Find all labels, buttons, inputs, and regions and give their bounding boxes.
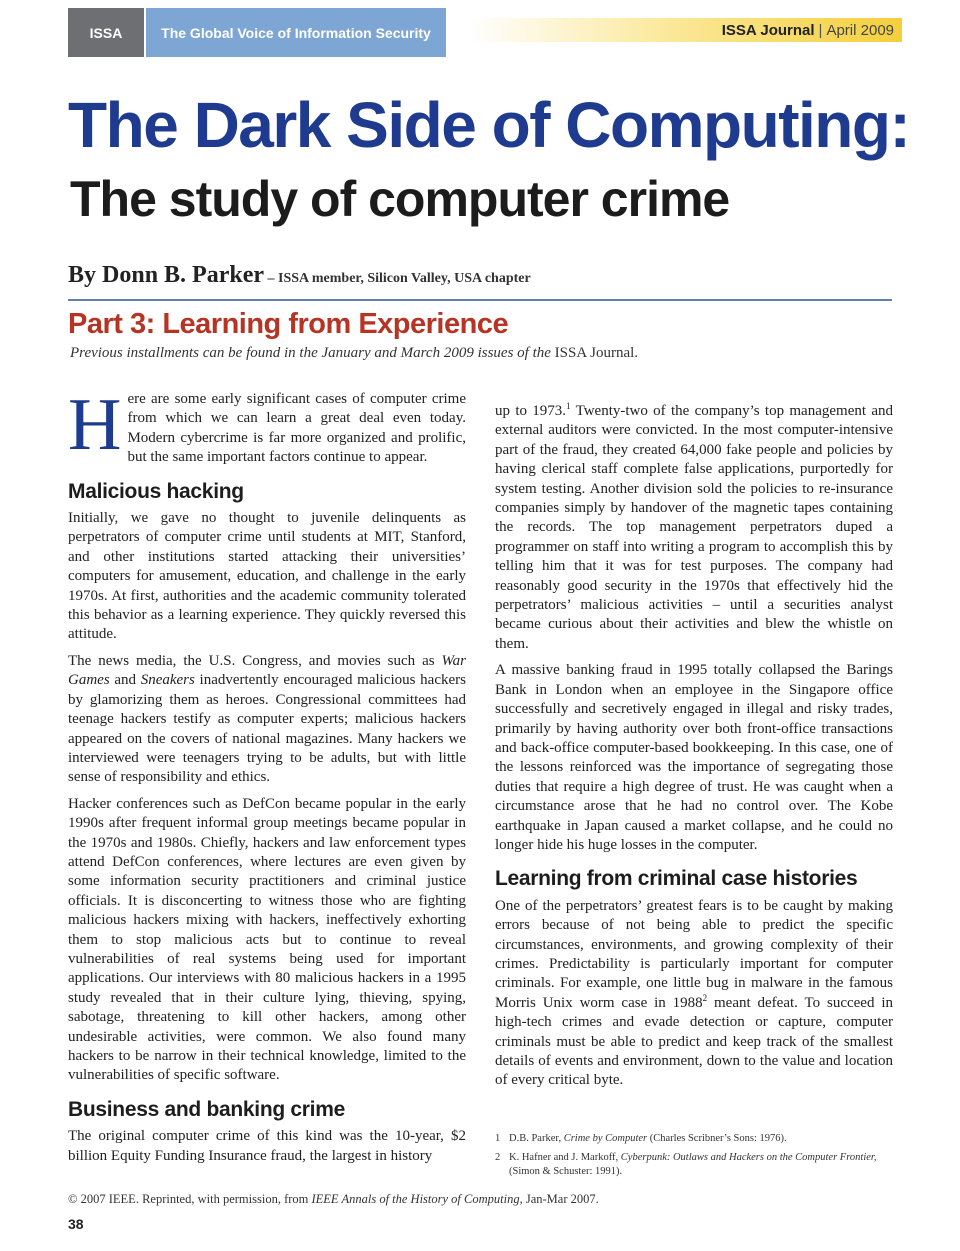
- banking-paragraph-2: A massive banking fraud in 1995 totally collapsed the Barings Bank in London when an employee in the Singapore office successfully and secretively engaged in illegal and risky trades, primarily by having authority over both front-office transactions and back-office computer-based bookkeeping. In this case, one of the lessons reinforced was the importance of segregating those duties that require a high degree of trust. He was caught when a circumstance arose that he had no control over. The Kobe earthquake in Japan caused a market collapse, and he could no longer hide his huge losses in the computer.: [495, 662, 893, 853]
- hacking-paragraph-1: Initially, we gave no thought to juvenile delinquents as perpetrators of computer crime until students at MIT, Stanford, and other institutions started attacking their universities’ computers for amusement, education, and challenge in the early 1970s. At first, authorities and the academic community tolerated this behavior as a learning experience. They quickly reversed this attitude.: [68, 510, 466, 643]
- header-tagline: The Global Voice of Information Security: [146, 8, 446, 57]
- footnote-text: K. Hafner and J. Markoff, Cyberpunk: Outlaws and Hackers on the Computer Frontier, (Simon & Schuster: 1991).: [509, 1152, 877, 1177]
- journal-separator: |: [818, 21, 823, 39]
- heading-business-banking: Business and banking crime: [68, 1097, 345, 1121]
- intro-text: ere are some early significant cases of computer crime from which we can learn a great deal even today. Modern cybercrime is far more organized and prolific, but the same important factors continue to appear.: [127, 391, 466, 466]
- footnotes: [495, 1132, 893, 1184]
- article-title: The Dark Side of Computing:: [68, 89, 910, 161]
- installments-note-text: Previous installments can be found in the January and March 2009 issues of the: [70, 345, 555, 361]
- left-column: [68, 384, 466, 1173]
- author-affiliation: – ISSA member, Silicon Valley, USA chapter: [264, 271, 531, 286]
- heading-criminal-histories: Learning from criminal case histories: [495, 867, 858, 891]
- footnote-ref-2: 2: [702, 992, 708, 1003]
- header-journal-info: [470, 18, 902, 42]
- right-column: [495, 402, 893, 1098]
- byline: [68, 262, 531, 289]
- footnote-2: [495, 1151, 893, 1179]
- intro-paragraph: [68, 384, 466, 468]
- histories-paragraph-1: One of the perpetrators’ greatest fears is to be caught by making errors because of not being able to predict the specific circumstances, environments, and growing complexity of their crimes. Predictability is particularly important for computer criminals. For example, one little bug in malware in the famous Morris Unix worm case in 1988$^2$ meant defeat. To succeed in high-tech crimes and evade detection or capture, computer criminals must be able to predict and keep track of the smallest details of events and environment, down to the value and location of every critical byte.: [495, 897, 893, 1089]
- installments-note-journal: ISSA Journal.: [554, 345, 639, 361]
- movie-sneakers: Sneakers: [140, 672, 195, 689]
- installments-note: [70, 345, 638, 362]
- copyright-notice: © 2007 IEEE. Reprinted, with permission, from IEEE Annals of the History of Computing, Jan-Mar 2007.: [68, 1192, 599, 1206]
- footnote-1: [495, 1132, 893, 1146]
- part-title: Part 3: Learning from Experience: [68, 308, 509, 340]
- hacking-paragraph-3: Hacker conferences such as DefCon became popular in the early 1990s after frequent informal group meetings became popular in the 1970s and 1980s. Chiefly, hackers and law enforcement types attend DefCon conferences, where lectures are even given by some information security practitioners and criminal justice officials. It is disconcerting to witness those who are fighting malicious hackers mixing with hackers, ineffectively exhorting them to stop malicious acts but to continue to reveal vulnerabilities of real systems being used for important applications. Our interviews with 80 malicious hackers in a 1995 study revealed that in their culture lying, thieving, spying, sabotage, threatening to kill other hackers, among other undesirable activities, were common. We also found many hackers to be narrow in their technical knowledge, limited to the vulnerabilities of specific software.: [68, 795, 466, 1084]
- footnote-ref-1: 1: [566, 401, 571, 411]
- heading-malicious-hacking: Malicious hacking: [68, 479, 244, 503]
- header-org: ISSA: [68, 8, 144, 57]
- footnote-number: 1: [495, 1133, 501, 1144]
- author: By Donn B. Parker: [68, 262, 265, 288]
- footnote-number: 2: [495, 1152, 501, 1163]
- movie-war-games: War Games: [68, 652, 466, 689]
- banking-paragraph-1-continued: up to 1973.$^1$ Twenty-two of the company’s top management and external auditors were convicted. In the most computer-intensive part of the fraud, they created 64,000 fake people and policies by having clerical staff complete false applications, purportedly for system testing. Another division sold the policies to re-insurance companies simply by handover of the magnetic tapes containing the records. The top management perpetrators duped a programmer on staff into writing a program to accomplish this by telling him that it was for test purposes. The company had reasonably good security in the 1970s that effectively hid the perpetrators’ malicious activities – until a securities analyst became curious about their activities and blew the whistle on them.: [495, 401, 893, 652]
- journal-date: April 2009: [826, 21, 894, 39]
- hacking-paragraph-2: The news media, the U.S. Congress, and movies such as War Games and Sneakers inadvertently encouraged malicious hackers by glamorizing them as heroes. Congressional committees had teenage hackers testify as computer experts; malicious hackers appeared on the covers of national magazines. Many hackers we interviewed were teenagers trying to be adults, but with little sense of responsibility and ethics.: [68, 652, 466, 786]
- page-number: 38: [68, 1216, 84, 1232]
- title-divider: [68, 299, 892, 301]
- dropcap: H: [68, 384, 122, 466]
- journal-name: ISSA Journal: [721, 21, 815, 39]
- footnote-text: D.B. Parker, Crime by Computer (Charles Scribner’s Sons: 1976).: [509, 1133, 787, 1144]
- article-subtitle: The study of computer crime: [70, 171, 730, 227]
- banking-paragraph-1: The original computer crime of this kind was the 10-year, $2 billion Equity Funding Insurance fraud, the largest in history: [68, 1128, 466, 1164]
